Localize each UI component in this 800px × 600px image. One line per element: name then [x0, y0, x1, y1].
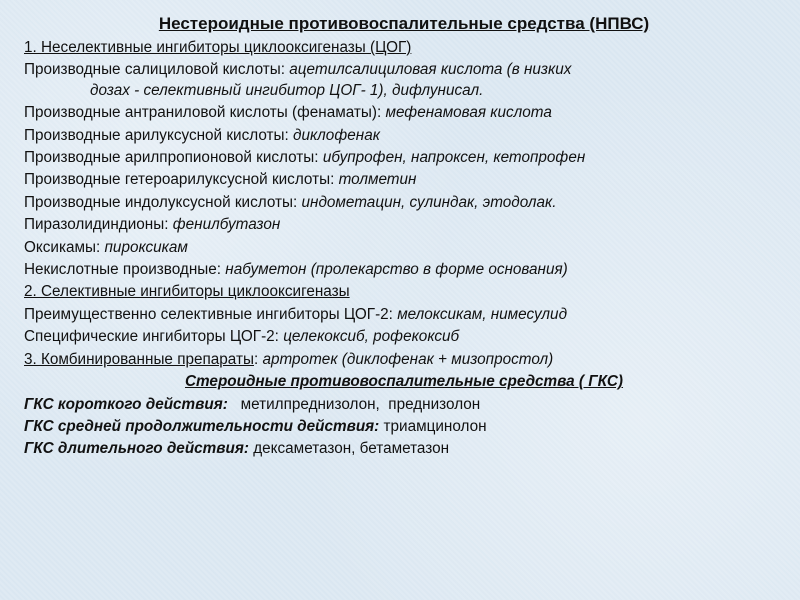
list-item-anthranilic: Производные антраниловой кислоты (фенаматы): мефенамовая кислота: [24, 104, 552, 122]
slide-title: Нестероидные противовоспалительные средства (НПВС): [158, 14, 650, 33]
list-item-specific-cox2: Специфические ингибиторы ЦОГ-2: целекоксиб, рофекоксиб: [24, 328, 460, 346]
list-item-oxicams: Оксикамы: пироксикам: [24, 238, 188, 256]
steroid-heading: Стероидные противовоспалительные средства ( ГКС): [184, 373, 624, 391]
list-item-salicylic: Производные салициловой кислоты: ацетилсалициловая кислота (в низких: [24, 61, 572, 79]
list-item-pyrazolidinediones: Пиразолидиндионы: фенилбутазон: [24, 216, 281, 234]
list-item-arylpropionic: Производные арилпропионовой кислоты: ибупрофен, напроксен, кетопрофен: [24, 149, 586, 167]
slide: [24, 14, 784, 461]
list-item-arylacetic: Производные арилуксусной кислоты: диклофенак: [24, 126, 380, 144]
list-item-salicylic-cont: дозах - селективный ингибитор ЦОГ- 1), дифлунисал.: [90, 81, 484, 99]
list-item-indoleacetic: Производные индолуксусной кислоты: индометацин, сулиндак, этодолак.: [24, 193, 557, 211]
section-2-heading: 2. Селективные ингибиторы циклооксигеназы: [24, 283, 350, 301]
section-3-heading: 3. Комбинированные препараты: артротек (диклофенак + мизопростол): [24, 350, 554, 368]
list-item-nonacidic: Некислотные производные: набуметон (пролекарство в форме основания): [24, 261, 568, 279]
list-item-heteroarylacetic: Производные гетероарилуксусной кислоты: толметин: [24, 171, 417, 189]
gks-medium: ГКС средней продолжительности действия: триамцинолон: [24, 417, 487, 435]
list-item-preferential-cox2: Преимущественно селективные ингибиторы ЦОГ-2: мелоксикам, нимесулид: [24, 305, 568, 323]
gks-short: ГКС короткого действия: метилпреднизолон, преднизолон: [24, 395, 481, 413]
section-1-heading: 1. Неселективные ингибиторы циклооксигеназы (ЦОГ): [24, 39, 412, 56]
gks-long: ГКС длительного действия: дексаметазон, бетаметазон: [24, 440, 450, 458]
